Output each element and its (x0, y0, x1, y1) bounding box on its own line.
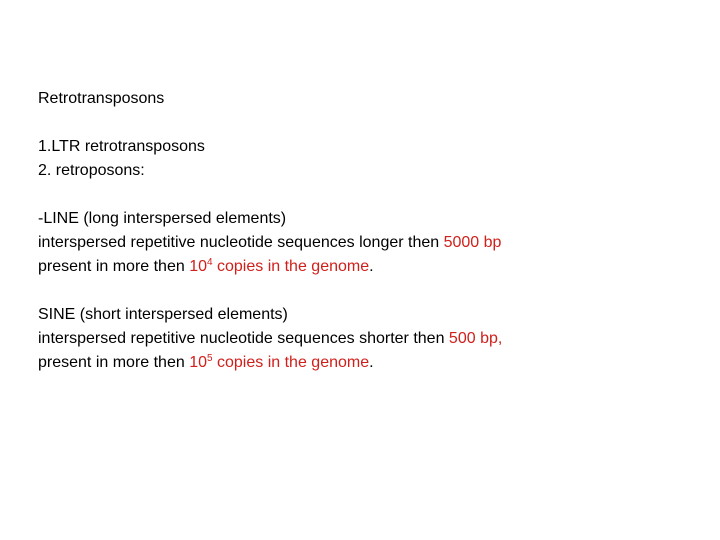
sine-description (38, 327, 698, 351)
sine-copies-base: 10 (189, 354, 207, 371)
sine-length: 500 bp, (448, 330, 503, 347)
line-desc-text: interspersed repetitive nucleotide sequences longer then (38, 234, 444, 251)
line-copies-prefix: present in more then (38, 258, 190, 275)
type-retroposons: 2. retroposons: (38, 162, 145, 179)
type-ltr: 1.LTR retrotransposons (38, 138, 205, 155)
sine-desc-text: interspersed repetitive nucleotide sequences shorter then (38, 330, 449, 347)
slide-content (38, 87, 698, 375)
sine-copies-prefix: present in more then (38, 354, 190, 371)
sine-title: SINE (short interspersed elements) (38, 306, 288, 323)
line-copies-exponent: 4 (207, 257, 213, 268)
line-copies-base: 10 (189, 258, 207, 275)
sine-copies-end: . (369, 354, 374, 371)
line-copies-number (189, 258, 369, 275)
line-copies (38, 255, 698, 279)
sine-copies (38, 351, 698, 375)
line-copies-suffix: copies in the genome (212, 258, 370, 275)
line-description (38, 231, 698, 255)
line-section (38, 207, 698, 279)
line-length: 5000 bp (443, 234, 502, 251)
sine-copies-number (189, 354, 369, 371)
line-title: -LINE (long interspersed elements) (38, 210, 287, 227)
heading: Retrotransposons (38, 90, 165, 107)
line-copies-end: . (369, 258, 374, 275)
sine-copies-suffix: copies in the genome (212, 354, 370, 371)
sine-copies-exponent: 5 (207, 353, 213, 364)
sine-section (38, 303, 698, 375)
